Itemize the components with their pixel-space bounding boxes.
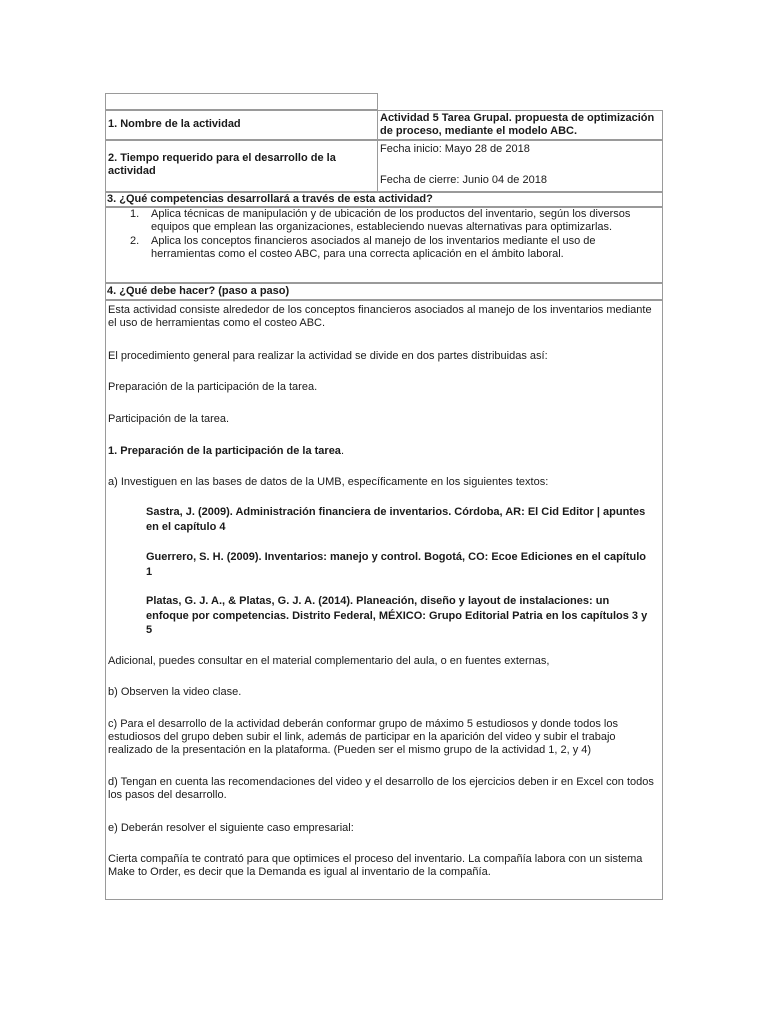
- competency-1-text: Aplica técnicas de manipulación y de ubicación de los productos del inventario, según los diversos equipos que emplean las organizaciones, estableciendo nuevas alternativas para optimizarlas.: [151, 208, 631, 233]
- reference-platas: Platas, G. J. A., & Platas, G. J. A. (2014). Planeación, diseño y layout de instalaciones: un enfoque por competencias. Distrito Federal, MÉXICO: Grupo Editorial Patria en los capítulos 3 y 5: [146, 595, 648, 636]
- time-required-label: 2. Tiempo requerido para el desarrollo de la actividad: [108, 152, 336, 177]
- steps-heading: 4. ¿Qué debe hacer? (paso a paso): [107, 285, 290, 297]
- section-1-heading-dot: .: [340, 445, 344, 457]
- reference-guerrero: Guerrero, S. H. (2009). Inventarios: manejo y control. Bogotá, CO: Ecoe Ediciones en el capítulo 1: [146, 551, 647, 578]
- step-b-text: b) Observen la video clase.: [108, 686, 242, 698]
- part-1-text: Preparación de la participación de la tarea.: [108, 381, 318, 393]
- empty-header-cell: [105, 93, 378, 110]
- step-c-text: c) Para el desarrollo de la actividad deberán conformar grupo de máximo 5 estudiosos y donde todos los estudiosos del grupo deben subir el link, además de participar en la aparición del video y subir el trabajo realizado de la presentación en la plataforma. (Pueden ser el mismo grupo de la actividad 1, 2, y 4): [108, 718, 618, 756]
- competency-1-number: 1.: [130, 208, 140, 220]
- procedure-paragraph: El procedimiento general para realizar la actividad se divide en dos partes distribuidas así:: [108, 350, 548, 362]
- section-1-heading: [108, 445, 660, 458]
- step-d-text: d) Tengan en cuenta las recomendaciones del video y el desarrollo de los ejercicios deben ir en Excel con todos los pasos del desarrollo.: [108, 776, 654, 801]
- activity-name-label: 1. Nombre de la actividad: [108, 118, 241, 130]
- start-date: Fecha inicio: Mayo 28 de 2018: [380, 143, 530, 155]
- intro-paragraph: Esta actividad consiste alrededor de los conceptos financieros asociados al manejo de los inventarios mediante el uso de herramientas como el costeo ABC.: [108, 304, 652, 329]
- additional-text: Adicional, puedes consultar en el material complementario del aula, o en fuentes externas,: [108, 655, 550, 667]
- step-a-text: a) Investiguen en las bases de datos de la UMB, específicamente en los siguientes textos:: [108, 476, 549, 488]
- case-text: Cierta compañía te contrató para que optimices el proceso del inventario. La compañía labora con un sistema Make to Order, es decir que la Demanda es igual al inventario de la compañía.: [108, 853, 643, 878]
- end-date: Fecha de cierre: Junio 04 de 2018: [380, 174, 547, 186]
- competency-2-number: 2.: [130, 235, 140, 247]
- competency-2-text: Aplica los conceptos financieros asociados al manejo de los inventarios mediante el uso de herramientas como el costeo ABC, para una correcta aplicación en el ámbito laboral.: [151, 235, 596, 260]
- section-1-heading-bold: 1. Preparación de la participación de la tarea: [108, 445, 341, 457]
- activity-name-value: Actividad 5 Tarea Grupal. propuesta de optimización de proceso, mediante el modelo ABC.: [380, 112, 655, 137]
- reference-sastra: Sastra, J. (2009). Administración financiera de inventarios. Córdoba, AR: El Cid Editor | apuntes en el capítulo 4: [146, 506, 646, 533]
- part-2-text: Participación de la tarea.: [108, 413, 230, 425]
- competencies-heading: 3. ¿Qué competencias desarrollará a través de esta actividad?: [107, 193, 433, 205]
- step-e-text: e) Deberán resolver el siguiente caso empresarial:: [108, 822, 354, 834]
